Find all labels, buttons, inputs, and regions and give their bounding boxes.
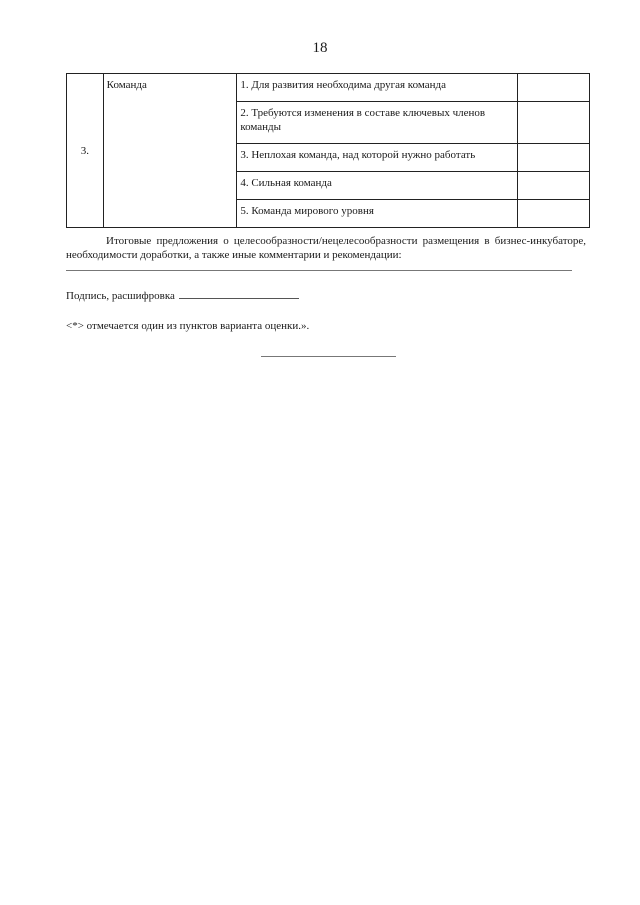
criterion-cell: Команда [103, 74, 237, 228]
option-cell-4: 4. Сильная команда [237, 172, 518, 200]
end-rule-divider [261, 356, 396, 357]
table-row [67, 74, 590, 102]
option-cell-5: 5. Команда мирового уровня [237, 200, 518, 228]
page-number: 18 [312, 40, 328, 56]
summary-fill-line[interactable] [66, 270, 572, 271]
signature-line [66, 287, 299, 303]
mark-cell-1[interactable] [517, 74, 589, 102]
mark-cell-4[interactable] [517, 172, 589, 200]
signature-label: Подпись, расшифровка [66, 290, 175, 302]
mark-cell-3[interactable] [517, 144, 589, 172]
mark-cell-5[interactable] [517, 200, 589, 228]
signature-blank[interactable] [179, 287, 299, 299]
option-cell-1: 1. Для развития необходима другая команда [237, 74, 518, 102]
option-cell-2: 2. Требуются изменения в составе ключевых членов команды [237, 102, 518, 144]
option-cell-3: 3. Неплохая команда, над которой нужно работать [237, 144, 518, 172]
summary-paragraph: Итоговые предложения о целесообразности/нецелесообразности размещения в бизнес-инкубаторе, необходимости доработки, а также иные комментарии и рекомендации: [66, 235, 586, 261]
footnote: <*> отмечается один из пунктов варианта оценки.». [66, 320, 310, 332]
criteria-table [66, 73, 590, 228]
row-number-cell: 3. [67, 74, 104, 228]
mark-cell-2[interactable] [517, 102, 589, 144]
